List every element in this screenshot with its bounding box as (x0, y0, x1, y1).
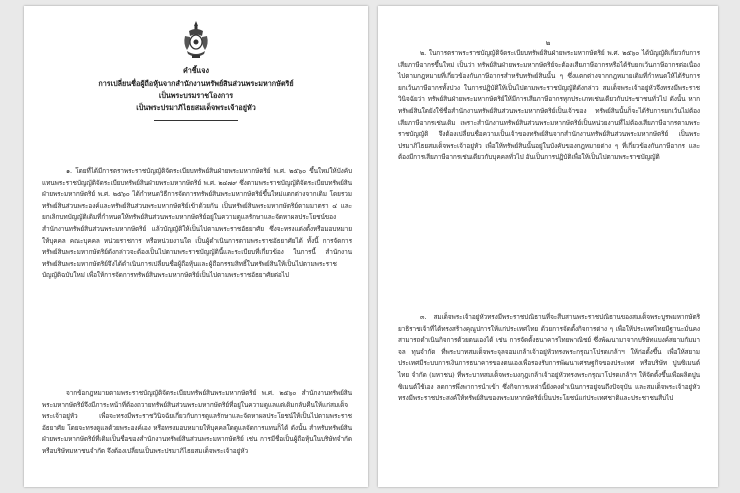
document-subheading: เป็นพระบรมราชโองการ (158, 91, 234, 100)
document-heading: คำชี้แจง (182, 66, 210, 75)
page-number: ๒ (545, 39, 551, 47)
heading-divider (154, 120, 238, 121)
paragraph-2: จากข้อกฎหมายตามพระราชบัญญัติจัดระเบียบทรัพย์สินพระมหากษัตริย์ พ.ศ. ๒๕๖๐ สำนักงานทรัพย์สินพระมหากษัตริย์จึงมีภาระหน้าที่ต้องถวายทรัพย์สินส่วนพระมหากษัตริย์ที่อยู่ในความดูแลแต่เดิมกลับคืนให้แก่สมเด็จพระเจ้าอยู่หัว เพื่อจะทรงมีพระราชวินิจฉัยเกี่ยวกับการดูแลรักษาและจัดหาผลประโยชน์ให้เป็นไปตามพระราชอัธยาศัย โดยจะทรงดูแลด้วยพระองค์เอง หรือทรงมอบหมายให้บุคคลใดดูแลจัดการแทนก็ได้ ดังนั้น สำหรับทรัพย์สินฝ่ายพระมหากษัตริย์ที่เดิมเป็นชื่อของสำนักงานทรัพย์สินส่วนพระมหากษัตริย์ เช่น การมีชื่อเป็นผู้ถือหุ้นในบริษัทจำกัด หรือบริษัทมหาชนจำกัด จึงต้องเปลี่ยนเป็นพระปรมาภิไธยสมเด็จพระเจ้าอยู่หัว (42, 389, 352, 455)
document-subheading: เป็นพระปรมาภิไธยสมเด็จพระเจ้าอยู่หัว (136, 103, 256, 112)
paragraph-1: ๑. โดยที่ได้มีการตราพระราชบัญญัติจัดระเบียบทรัพย์สินฝ่ายพระมหากษัตริย์ พ.ศ. ๒๕๖๐ ขึ้นใหม่ให้บังคับแทนพระราชบัญญัติจัดระเบียบทรัพย์สินฝ่ายพระมหากษัตริย์ พ.ศ. ๒๔๗๙ ซึ่งตามพระราชบัญญัติจัดระเบียบทรัพย์สินฝ่ายพระมหากษัตริย์ พ.ศ. ๒๕๖๐ ได้กำหนดวิธีการจัดการทรัพย์สินพระมหากษัตริย์ขึ้นใหม่แตกต่างจากเดิม โดยรวมทรัพย์สินส่วนพระองค์และทรัพย์สินส่วนพระมหากษัตริย์เข้าด้วยกัน เป็นทรัพย์สินพระมหากษัตริย์ตามมาตรา ๔ และยกเลิกบทบัญญัติเดิมที่กำหนดให้ทรัพย์สินส่วนพระมหากษัตริย์อยู่ในความดูแลรักษาและจัดหาผลประโยชน์ของสำนักงานทรัพย์สินส่วนพระมหากษัตริย์ แล้วบัญญัติให้เป็นไปตามพระราชอัธยาศัย ซึ่งจะทรงแต่งตั้งหรือมอบหมายให้บุคคล คณะบุคคล หน่วยราชการ หรือหน่วยงานใด เป็นผู้ดำเนินการตามพระราชอัธยาศัยได้ ทั้งนี้ การจัดการทรัพย์สินพระมหากษัตริย์ดังกล่าวจะต้องเป็นไปตามพระราชบัญญัตินี้และระเบียบที่เกี่ยวข้อง ในการนี้ สำนักงานทรัพย์สินพระมหากษัตริย์จึงได้ดำเนินการเปลี่ยนชื่อผู้ถือหุ้นและผู้ถือกรรมสิทธิ์ในทรัพย์สินให้เป็นไปตามพระราชบัญญัติฉบับใหม่ เพื่อให้การจัดการทรัพย์สินพระมหากษัตริย์เป็นไปตามพระราชอัธยาศัยต่อไป (42, 167, 352, 280)
document-page-2 (378, 6, 718, 487)
document-subheading: การเปลี่ยนชื่อผู้ถือหุ้นจากสำนักงานทรัพย์สินส่วนพระมหากษัตริย์ (98, 79, 294, 88)
paragraph-3: ๒. ในการตราพระราชบัญญัติจัดระเบียบทรัพย์สินฝ่ายพระมหากษัตริย์ พ.ศ. ๒๕๖๐ ได้บัญญัติเกี่ยวกับการเสียภาษีอากรขึ้นใหม่ เป็นว่า ทรัพย์สินฝ่ายพระมหากษัตริย์จะต้องเสียภาษีอากรหรือได้รับยกเว้นภาษีอากรต่อเนื่องไปตามกฎหมายที่เกี่ยวข้องกับภาษีอากรสำหรับทรัพย์สินนั้น ๆ ซึ่งแตกต่างจากกฎหมายเดิมที่กำหนดให้ได้รับการยกเว้นภาษีอากรทั้งปวง ในการปฏิบัติให้เป็นไปตามพระราชบัญญัติดังกล่าว สมเด็จพระเจ้าอยู่หัวจึงทรงมีพระราชวินิจฉัยว่า ทรัพย์สินฝ่ายพระมหากษัตริย์ให้มีการเสียภาษีอากรทุกประเภทเช่นเดียวกับประชาชนทั่วไป ดังนั้น หากทรัพย์สินใดยังใช้ชื่อสำนักงานทรัพย์สินส่วนพระมหากษัตริย์เป็นเจ้าของ ทรัพย์สินนั้นก็จะได้รับการยกเว้นไม่ต้องเสียภาษีอากรเช่นเดิม เพราะสำนักงานทรัพย์สินส่วนพระมหากษัตริย์เป็นหน่วยงานที่ไม่ต้องเสียภาษีอากรตามพระราชบัญญัติ จึงต้องเปลี่ยนชื่อความเป็นเจ้าของทรัพย์สินจากสำนักงานทรัพย์สินส่วนพระมหากษัตริย์ เป็นพระปรมาภิไธยสมเด็จพระเจ้าอยู่หัว เพื่อให้ทรัพย์สินนั้นอยู่ในบังคับของกฎหมายต่าง ๆ ที่เกี่ยวข้องกับภาษีอากร และต้องมีการเสียภาษีอากรเช่นเดียวกับบุคคลทั่วไป อันเป็นการปฏิบัติเพื่อให้เป็นไปตามพระราชบัญญัติ (398, 49, 700, 162)
royal-emblem-icon (181, 20, 211, 60)
paragraph-4: ๓. สมเด็จพระเจ้าอยู่หัวทรงมีพระราชปณิธานที่จะสืบสานพระราชปณิธานของสมเด็จพระบูรพมหากษัตริยาธิราชเจ้าที่ได้ทรงสร้างคุณูปการให้แก่ประเทศไทย ด้วยการจัดตั้งกิจการต่าง ๆ เพื่อให้ประเทศไทยมีฐานะมั่นคงสามารถดำเนินกิจการด้วยตนเองได้ เช่น การจัดตั้งธนาคารไทยพาณิชย์ ซึ่งพัฒนามาจากบริษัทแบงค์สยามกัมมาจล ทุนจำกัด ที่พระบาทสมเด็จพระจุลจอมเกล้าเจ้าอยู่หัวทรงพระกรุณาโปรดเกล้าฯ ให้ก่อตั้งขึ้น เพื่อให้สยามประเทศมีระบบการเงินการธนาคารของตนเองเพื่อรองรับการพัฒนาเศรษฐกิจของประเทศ หรือบริษัท ปูนซิเมนต์ไทย จำกัด (มหาชน) ที่พระบาทสมเด็จพระมงกุฎเกล้าเจ้าอยู่หัวทรงพระกรุณาโปรดเกล้าฯ ให้จัดตั้งขึ้นเพื่อผลิตปูนซิเมนต์ใช้เอง ลดการพึ่งพาการนำเข้า ซึ่งกิจการเหล่านี้ยังคงดำเนินการอยู่จนถึงปัจจุบัน และสมเด็จพระเจ้าอยู่หัวทรงมีพระราชประสงค์ให้ทรัพย์สินของพระมหากษัตริย์เป็นประโยชน์แก่ประเทศชาติและประชาชนสืบไป (398, 313, 700, 403)
document-page-1 (24, 6, 368, 487)
